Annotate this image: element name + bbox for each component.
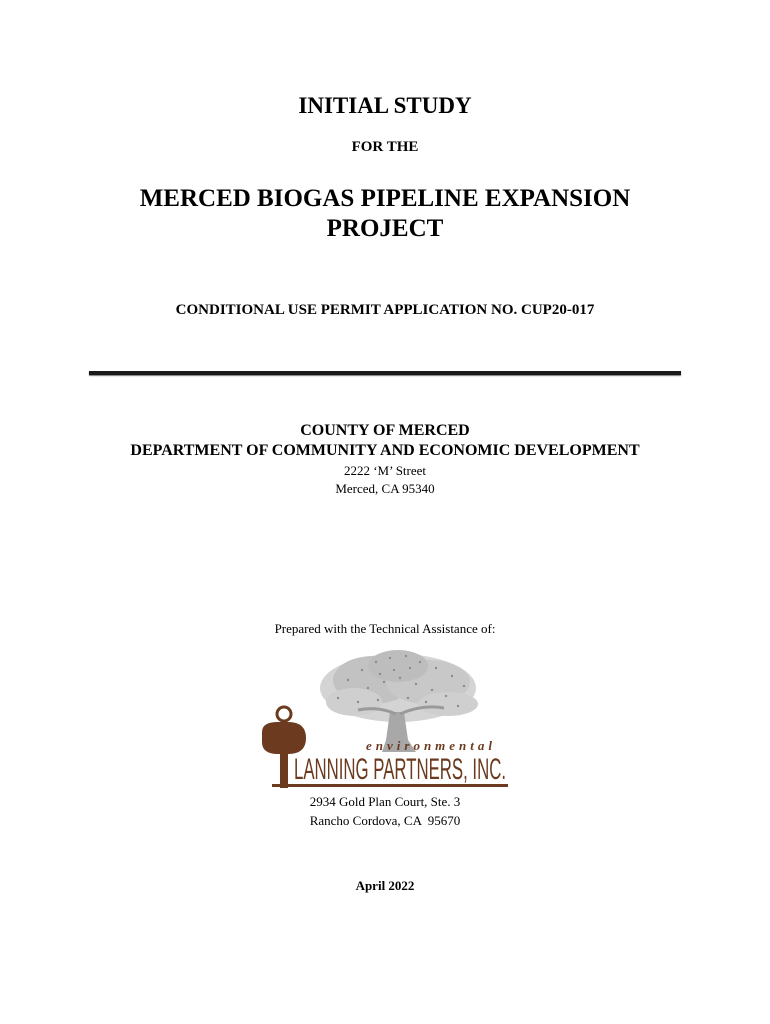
agency-name: COUNTY OF MERCED bbox=[300, 422, 470, 439]
agency-city: Merced, CA 95340 bbox=[335, 481, 435, 496]
agency-address bbox=[0, 462, 770, 498]
oak-tree-logo-icon bbox=[320, 650, 478, 752]
firm-address bbox=[0, 792, 770, 830]
project-title-line-1: MERCED BIOGAS PIPELINE EXPANSION bbox=[139, 185, 631, 212]
document-title: INITIAL STUDY bbox=[298, 93, 472, 118]
firm-street: 2934 Gold Plan Court, Ste. 3 bbox=[309, 794, 461, 809]
divider-rule bbox=[89, 371, 681, 375]
logo-word-environmental: environmental bbox=[366, 738, 497, 753]
logo-word-planning-partners: LANNING PARTNERS, INC. bbox=[294, 752, 506, 786]
permit-number: CONDITIONAL USE PERMIT APPLICATION NO. CUP20-017 bbox=[175, 302, 595, 318]
firm-city: Rancho Cordova, CA 95670 bbox=[309, 813, 461, 828]
project-title-line-2: PROJECT bbox=[326, 215, 444, 242]
for-the-label: FOR THE bbox=[351, 139, 419, 155]
agency-department: DEPARTMENT OF COMMUNITY AND ECONOMIC DEVELOPMENT bbox=[130, 442, 640, 459]
firm-logo bbox=[258, 640, 512, 792]
agency-block bbox=[0, 421, 770, 461]
report-date: April 2022 bbox=[355, 878, 415, 893]
project-title bbox=[0, 184, 770, 244]
prepared-by-label: Prepared with the Technical Assistance of: bbox=[274, 621, 496, 636]
agency-street: 2222 ‘M’ Street bbox=[343, 463, 427, 478]
